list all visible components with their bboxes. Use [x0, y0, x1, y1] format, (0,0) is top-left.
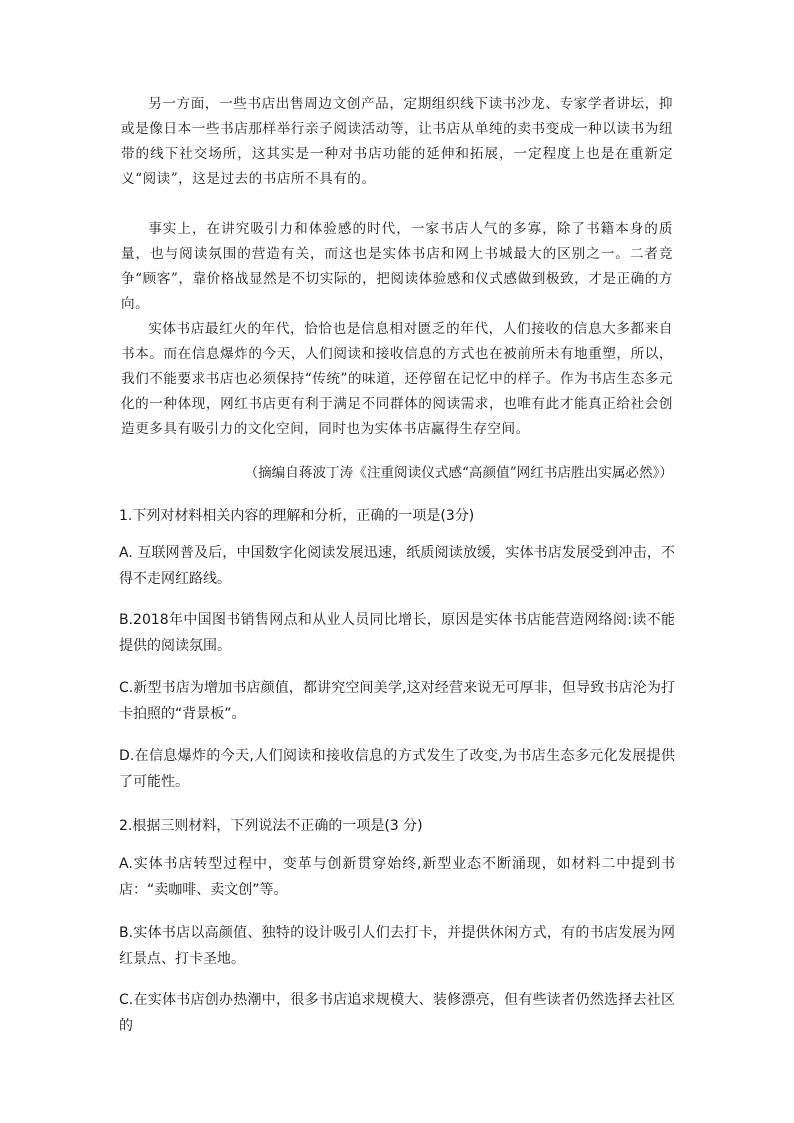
question-1-stem — [119, 503, 675, 529]
question-1-option-a — [119, 540, 675, 592]
question-2-stem — [119, 813, 675, 839]
paragraph-text: 事实上，在讲究吸引力和体验感的时代，一家书店人气的多寡，除了书籍本身的质量，也与阅读氛围的营造有关，而这也是实体书店和网上书城最大的区别之一。二者竞争“顾客”，靠价格战显然是不切实际的，把阅读体验感和仪式感做到极致，才是正确的方向。 — [121, 221, 673, 312]
passage-source-citation: （摘编自蒋波丁涛《注重阅读仪式感“高颜值”网红书店胜出实属必然》） — [244, 465, 673, 481]
question-1-option-d — [119, 743, 675, 795]
passage-paragraph-1 — [121, 92, 673, 192]
option-text: B.2018年中国图书销售网点和从业人员同比增长，原因是实体书店能营造网络阅:读不能提供的阅读氛围。 — [119, 612, 675, 654]
question-2-option-b — [119, 920, 675, 972]
question-stem: 2.根据三则材料，下列说法不正确的一项是(3 分) — [119, 818, 423, 834]
question-stem: 1.下列对材料相关内容的理解和分析，正确的一项是(3分) — [119, 508, 475, 524]
question-1-option-c — [119, 675, 675, 727]
option-text: D.在信息爆炸的今天,人们阅读和接收信息的方式发生了改变,为书店生态多元化发展提供了可能性。 — [119, 748, 675, 790]
option-text: A.实体书店转型过程中，变革与创新贯穿始终,新型业态不断涌现，如材料二中提到书店：“卖咖啡、卖文创”等。 — [119, 856, 675, 898]
paragraph-text: 实体书店最红火的年代，恰恰也是信息相对匮乏的年代，人们接收的信息大多都来自书本。而在信息爆炸的今天，人们阅读和接收信息的方式也在被前所未有地重塑，所以，我们不能要求书店也必须保持“传统”的味道，还停留在记忆中的样子。作为书店生态多元化的一种体现，网红书店更有利于满足不同群体的阅读需求，也唯有此才能真正给社会创造更多具有吸引力的文化空间，同时也为实体书店赢得生存空间。 — [121, 321, 673, 437]
question-2-option-a — [119, 851, 675, 903]
option-text: B.实体书店以高颜值、独特的设计吸引人们去打卡，并提供休闲方式，有的书店发展为网红景点、打卡圣地。 — [119, 925, 675, 967]
option-text: A. 互联网普及后，中国数字化阅读发展迅速，纸质阅读放缓，实体书店发展受到冲击，不得不走网红路线。 — [119, 545, 675, 587]
option-text: C.在实体书店创办热潮中，很多书店追求规模大、装修漂亮，但有些读者仍然选择去社区的 — [119, 992, 675, 1034]
paragraph-text: 另一方面，一些书店出售周边文创产品，定期组织线下读书沙龙、专家学者讲坛，抑或是像日本一些书店那样举行亲子阅读活动等，让书店从单纯的卖书变成一种以读书为纽带的线下社交场所，这其实是一种对书店功能的延伸和拓展，一定程度上也是在重新定义“阅读”，这是过去的书店所不具有的。 — [121, 96, 673, 187]
passage-paragraph-3 — [121, 317, 673, 442]
passage-paragraph-2 — [121, 217, 673, 317]
question-1-option-b — [119, 607, 675, 659]
option-text: C.新型书店为增加书店颜值，都讲究空间美学,这对经营来说无可厚非，但导致书店沦为打卡拍照的“背景板”。 — [119, 680, 675, 722]
question-2-option-c — [119, 987, 675, 1039]
